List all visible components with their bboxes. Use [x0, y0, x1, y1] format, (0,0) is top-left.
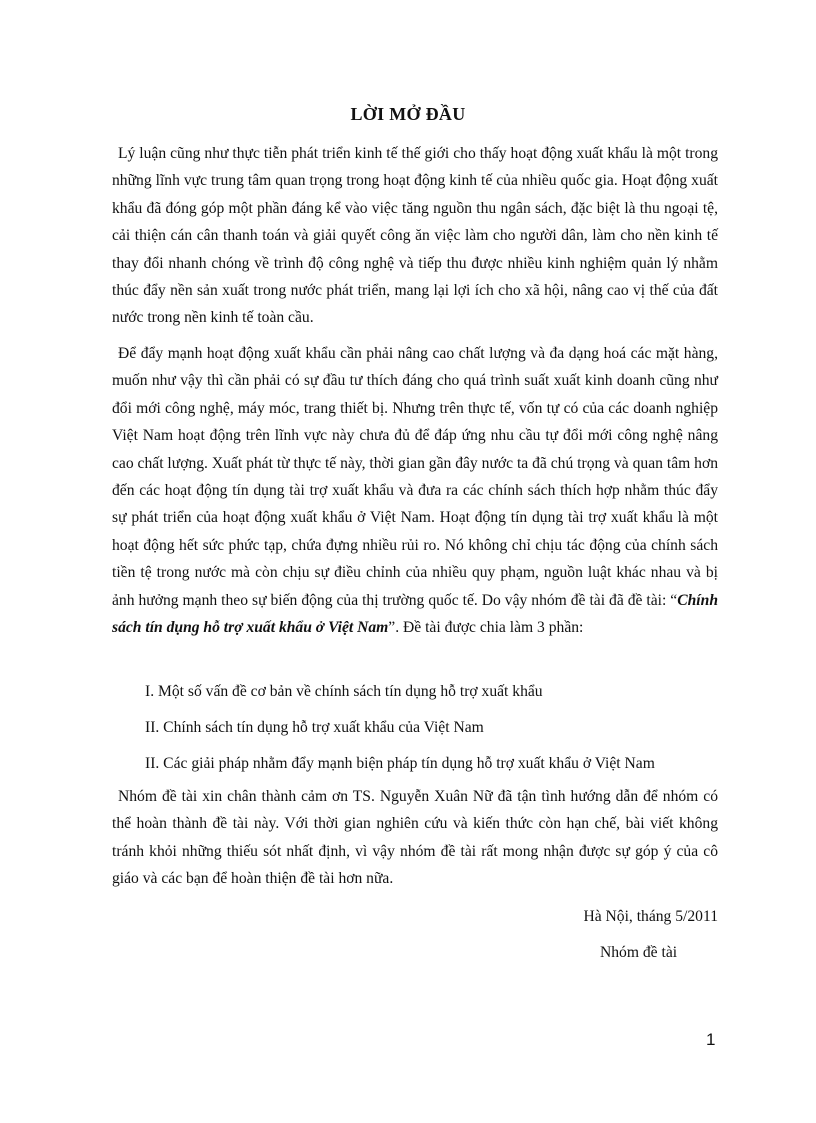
topic-close-quote: ” [388, 619, 396, 637]
page-number: 1 [706, 1030, 716, 1049]
intro-paragraph: Lý luận cũng như thực tiễn phát triển kinh tế thế giới cho thấy hoạt động xuất khẩu là một trong những lĩnh vực trung tâm quan trọng trong hoạt động kinh tế của nhiều quốc gia. Hoạt động xuất khẩu đã đóng góp một phần đáng kể vào việc tăng nguồn thu ngân sách, đặc biệt là thu ngoại tệ, cải thiện cán cân thanh toán và giải quyết công ăn việc làm cho người dân, làm cho nền kinh tế thay đổi nhanh chóng về trình độ công nghệ và tiếp thu được nhiều kinh nghiệm quản lý nhằm thúc đẩy nền sản xuất trong nước phát triển, mang lại lợi ích cho xã hội, nâng cao vị thế của đất nước trong nền kinh tế toàn cầu. [112, 145, 718, 327]
page-title: LỜI MỞ ĐẦU [350, 104, 466, 124]
signature: Nhóm đề tài [600, 944, 678, 961]
topic-open-quote: “ [666, 591, 678, 609]
acknowledgement-paragraph: Nhóm đề tài xin chân thành cảm ơn TS. Nguyễn Xuân Nữ đã tận tình hướng dẫn để nhóm có thể hoàn thành đề tài này. Với thời gian nghiên cứu và kiến thức còn hạn chế, bài viết không tránh khỏi những thiếu sót nhất định, vì vậy nhóm đề tài rất mong nhận được sự góp ý của cô giáo và các bạn để hoàn thiện đề tài hơn nữa. [112, 788, 718, 888]
topic-title: Chính sách tín dụng hỗ trợ xuất khẩu ở Việt Nam [112, 591, 718, 637]
section-item-1: I. Một số vấn đề cơ bản về chính sách tín dụng hỗ trợ xuất khẩu [145, 683, 543, 700]
place-date: Hà Nội, tháng 5/2011 [583, 908, 718, 925]
section-item-3: II. Các giải pháp nhằm đẩy mạnh biện pháp tín dụng hỗ trợ xuất khẩu ở Việt Nam [145, 755, 655, 772]
section-item-2: II. Chính sách tín dụng hỗ trợ xuất khẩu của Việt Nam [145, 719, 484, 736]
topic-tail: . Đề tài được chia làm 3 phần: [395, 619, 584, 637]
body-paragraph-text: Để đẩy mạnh hoạt động xuất khẩu cần phải nâng cao chất lượng và đa dạng hoá các mặt hàng, muốn như vậy thì cần phải có sự đầu tư thích đáng cho quá trình suất xuất kinh doanh cũng như đổi mới công nghệ, máy móc, trang thiết bị. Nhưng trên thực tế, vốn tự có của các doanh nghiệp Việt Nam hoạt động trên lĩnh vực này chưa đủ để đáp ứng nhu cầu tự đổi mới công nghệ nâng cao chất lượng. Xuất phát từ thực tế này, thời gian gần đây nước ta đã chú trọng và quan tâm hơn đến các hoạt động tín dụng tài trợ xuất khẩu và đưa ra các chính sách thích hợp nhằm thúc đẩy sự phát triển của hoạt động xuất khẩu ở Việt Nam. Hoạt động tín dụng tài trợ xuất khẩu là một hoạt động hết sức phức tạp, chứa đựng nhiều rủi ro. Nó không chỉ chịu tác động của chính sách tiền tệ trong nước mà còn chịu sự điều chỉnh của nhiều quy phạm, nguồn luật khác nhau và bị ảnh hưởng mạnh theo sự biến động của thị trường quốc tế. Do vậy nhóm đề tài đã đề tài: [112, 345, 718, 609]
body-paragraph [112, 340, 718, 641]
